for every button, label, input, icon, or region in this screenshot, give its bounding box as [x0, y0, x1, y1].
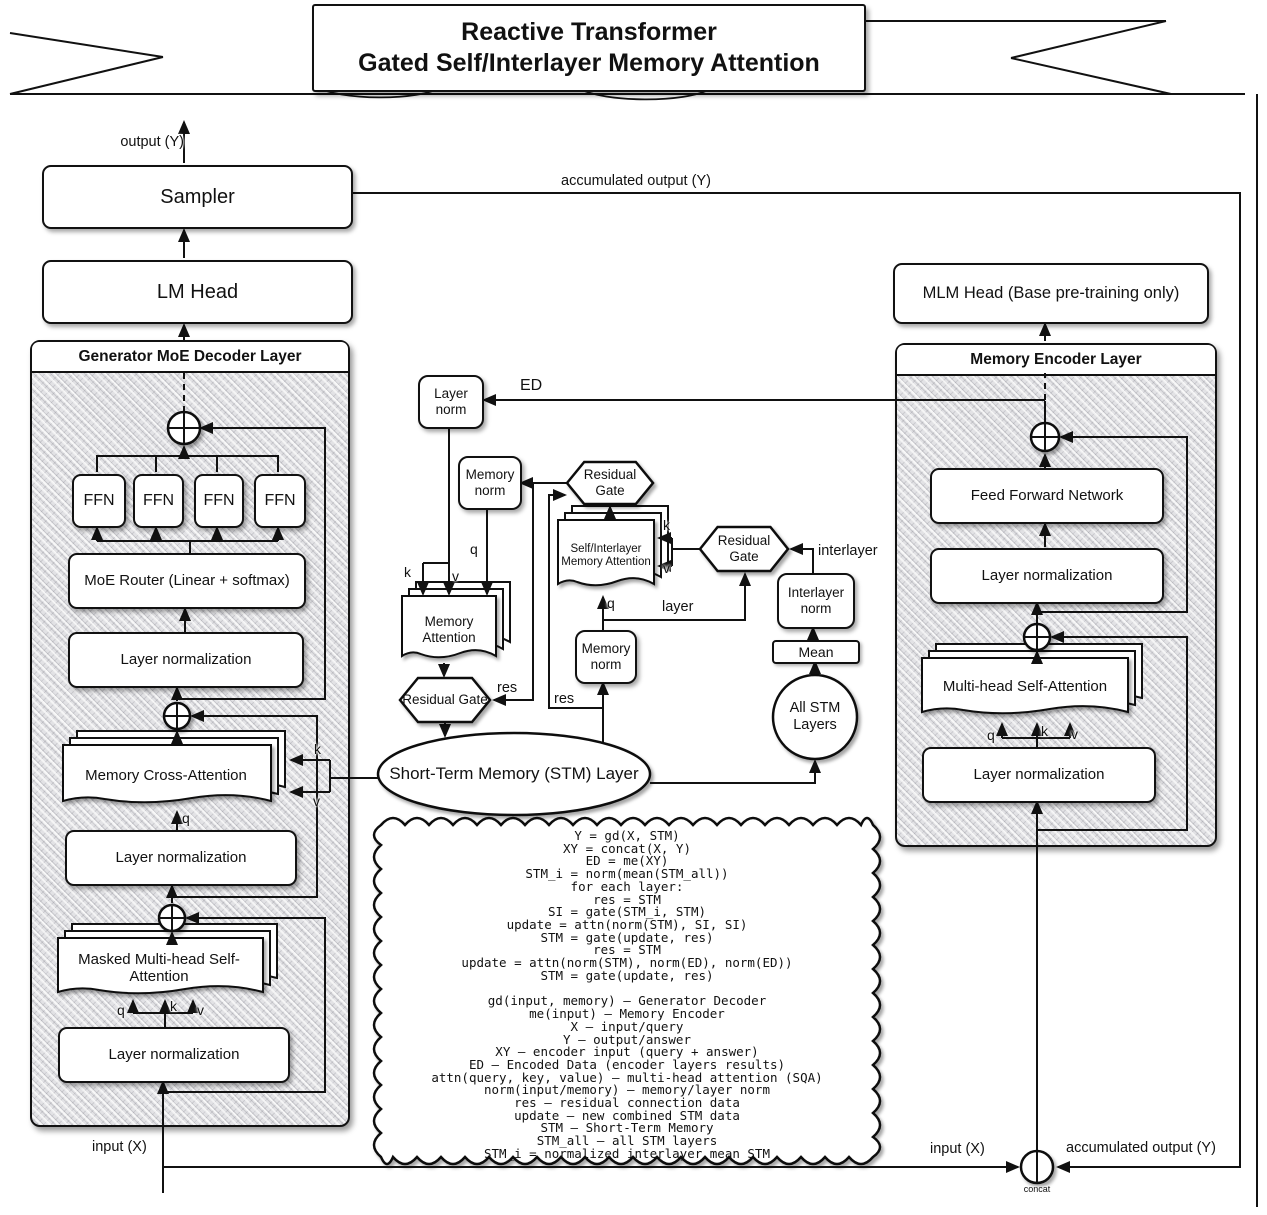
res-label-left: res	[497, 680, 518, 696]
all-stm-layers-label: All STM Layers	[789, 700, 841, 733]
code-line: Y – output/answer	[563, 1031, 691, 1047]
layer-norm-box: Layer norm	[418, 375, 484, 429]
memory-attention-label: Memory Attention	[422, 614, 476, 645]
decoder-layer-norm-mid: Layer normalization	[65, 830, 297, 886]
v-label-sima: v	[663, 560, 670, 576]
encoder-mhsa-label: Multi-head Self-Attention	[942, 678, 1108, 696]
k-label-sima: k	[663, 517, 670, 533]
k-label-mhsa: k	[170, 998, 177, 1014]
code-line: for each layer:	[570, 878, 684, 894]
masked-self-attention-label: Masked Multi-head Self-Attention	[78, 950, 240, 985]
legend-lines	[382, 995, 872, 1160]
connector-arrow	[650, 761, 815, 783]
code-line: res – residual connection data	[514, 1095, 740, 1111]
connector	[97, 456, 278, 472]
q-label-mhsa: q	[117, 1002, 125, 1018]
code-line: SI = gate(STM_i, STM)	[547, 904, 707, 920]
code-line: norm(input/memory) – memory/layer norm	[484, 1082, 770, 1098]
ffn-box-3: FFN	[194, 474, 244, 528]
code-line: gd(input, memory) – Generator Decoder	[487, 993, 767, 1009]
accumulated-output-bottom-label: accumulated output (Y)	[1066, 1140, 1216, 1156]
v-label-enc: v	[1071, 726, 1078, 742]
code-line: attn(query, key, value) – multi-head attention (SQA)	[431, 1069, 823, 1085]
mean-box: Mean	[772, 640, 860, 664]
title-line-1: Reactive Transformer	[461, 18, 717, 46]
connector-arrow	[791, 549, 813, 573]
decoder-layer-norm-top: Layer normalization	[68, 632, 304, 688]
connector	[10, 33, 163, 57]
input-x-right-label: input (X)	[930, 1141, 985, 1157]
mlm-head-box: MLM Head (Base pre-training only)	[893, 263, 1209, 324]
code-line: Y = gd(X, STM)	[574, 828, 680, 843]
memory-cross-attention-label: Memory Cross-Attention	[85, 767, 247, 785]
connector	[1011, 21, 1166, 58]
ed-label: ED	[520, 377, 543, 394]
lm-head-box: LM Head	[42, 260, 353, 324]
code-line: STM = gate(update, res)	[540, 967, 714, 983]
q-label-enc: q	[987, 727, 995, 743]
connector	[10, 57, 163, 94]
code-line: STM_all – all STM layers	[536, 1133, 718, 1149]
code-line: update – new combined STM data	[514, 1107, 740, 1123]
code-line: XY – encoder input (query + answer)	[495, 1044, 759, 1060]
moe-router-box: MoE Router (Linear + softmax)	[68, 553, 306, 609]
k-label-mca: k	[314, 741, 321, 757]
decoder-panel-title: Generator MoE Decoder Layer	[32, 342, 348, 373]
title-line-2: Gated Self/Interlayer Memory Attention	[358, 49, 820, 77]
interlayer-label: interlayer	[818, 543, 878, 559]
algorithm-lines	[382, 830, 872, 982]
k-label-mem-attn: k	[404, 564, 411, 580]
ffn-box-2: FFN	[133, 474, 184, 528]
code-line: ED – Encoded Data (encoder layers results)	[468, 1056, 786, 1072]
residual-gate-top-label: Residual Gate	[583, 467, 637, 498]
accumulated-output-top-label: accumulated output (Y)	[561, 173, 711, 189]
decoder-layer-norm-bottom: Layer normalization	[58, 1027, 290, 1083]
concat-label: concat	[1023, 1184, 1051, 1194]
code-line: X – input/query	[570, 1018, 684, 1034]
code-line: STM_i = norm(mean(STM_all))	[525, 866, 729, 882]
v-label-mhsa: v	[197, 1002, 204, 1018]
code-line: ED = me(XY)	[585, 853, 669, 869]
code-line: res = STM	[593, 942, 661, 958]
code-line: res = STM	[593, 891, 661, 907]
v-label-mem-attn: v	[452, 568, 459, 584]
pseudocode-block	[382, 830, 872, 1161]
encoder-layer-norm-top: Layer normalization	[930, 548, 1164, 604]
v-label-mca: v	[313, 793, 320, 809]
ffn-box-1: FFN	[72, 474, 126, 528]
q-label-mem-attn: q	[470, 541, 478, 557]
code-line: XY = concat(X, Y)	[563, 840, 691, 856]
code-line: STM – Short-Term Memory	[540, 1120, 714, 1136]
connector	[1011, 58, 1171, 94]
ffn-box-4: FFN	[254, 474, 306, 528]
q-label-mca: q	[182, 810, 190, 826]
code-line: update = attn(norm(STM), norm(ED), norm(ED))	[461, 955, 793, 971]
sampler-box: Sampler	[42, 165, 353, 229]
title-banner	[312, 4, 866, 92]
code-line: STM_i = normalized interlayer mean STM	[484, 1145, 770, 1161]
code-line: update = attn(norm(STM), SI, SI)	[506, 916, 748, 932]
encoder-panel-title: Memory Encoder Layer	[897, 345, 1215, 376]
residual-gate-left-label: Residual Gate	[402, 692, 488, 708]
encoder-ffn-box: Feed Forward Network	[930, 468, 1164, 524]
k-label-enc: k	[1041, 723, 1048, 739]
self-interlayer-memory-attention-label: Self/Interlayer Memory Attention	[561, 542, 651, 568]
q-label-sima: q	[607, 595, 615, 611]
residual-gate-right-label: Residual Gate	[717, 533, 771, 564]
stm-layer-label: Short-Term Memory (STM) Layer	[389, 764, 639, 784]
memory-norm-lower-box: Memory norm	[575, 630, 637, 684]
code-line: me(input) – Memory Encoder	[529, 1006, 725, 1022]
encoder-layer-norm-bottom: Layer normalization	[922, 747, 1156, 803]
memory-norm-top-box: Memory norm	[458, 456, 522, 510]
code-line: STM = gate(update, res)	[540, 929, 714, 945]
input-x-left-label: input (X)	[92, 1139, 147, 1155]
layer-label: layer	[662, 599, 694, 615]
interlayer-norm-box: Interlayer norm	[777, 573, 855, 629]
res-label-mid: res	[554, 691, 575, 707]
output-y-label: output (Y)	[120, 134, 184, 150]
